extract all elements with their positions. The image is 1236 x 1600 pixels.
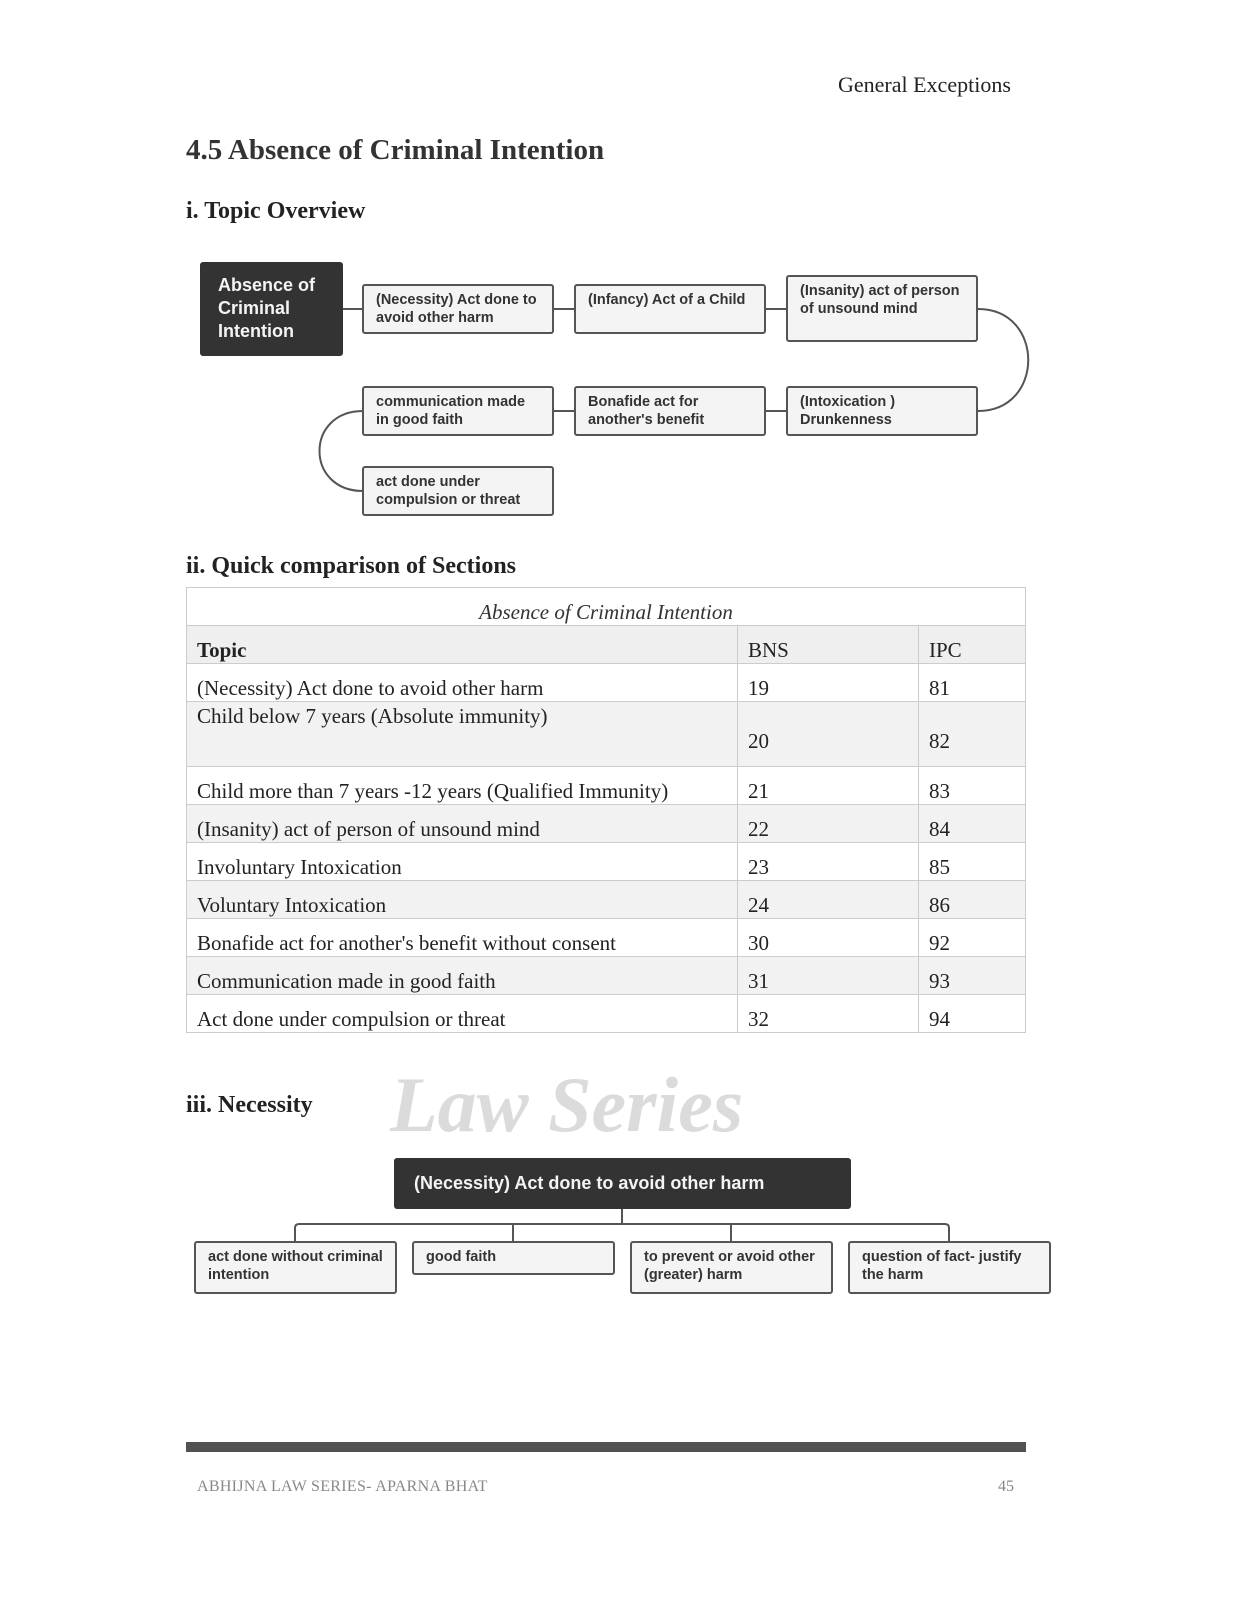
footer-divider xyxy=(186,1442,1026,1452)
table-row xyxy=(187,664,1026,702)
running-head: General Exceptions xyxy=(838,72,1011,97)
cell-ipc: 82 xyxy=(919,702,1026,767)
cell-bns: 30 xyxy=(738,919,919,957)
overview-node-insanity: (Insanity) act of person of unsound mind xyxy=(786,275,978,342)
cell-topic: Voluntary Intoxication xyxy=(187,881,738,919)
watermark: Law Series xyxy=(390,1061,744,1148)
table-row xyxy=(187,919,1026,957)
section-title: 4.5 Absence of Criminal Intention xyxy=(186,134,605,166)
table-row xyxy=(187,767,1026,805)
table-row xyxy=(187,843,1026,881)
table-row xyxy=(187,702,1026,767)
table-row xyxy=(187,881,1026,919)
cell-topic: Act done under compulsion or threat xyxy=(187,995,738,1033)
cell-ipc: 83 xyxy=(919,767,1026,805)
necessity-child-question-of-fact: question of fact- justify the harm xyxy=(848,1241,1051,1294)
overview-node-communication: communication made in good faith xyxy=(362,386,554,436)
cell-topic: Bonafide act for another's benefit without consent xyxy=(187,919,738,957)
cell-bns: 20 xyxy=(738,702,919,767)
necessity-child-no-criminal-intention: act done without criminal intention xyxy=(194,1241,397,1294)
cell-ipc: 92 xyxy=(919,919,1026,957)
overview-node-bonafide: Bonafide act for another's benefit xyxy=(574,386,766,436)
cell-bns: 24 xyxy=(738,881,919,919)
comparison-table xyxy=(186,587,1026,1033)
necessity-root-node: (Necessity) Act done to avoid other harm xyxy=(394,1158,851,1209)
necessity-child-prevent-harm: to prevent or avoid other (greater) harm xyxy=(630,1241,833,1294)
subsection-heading-comparison: ii. Quick comparison of Sections xyxy=(186,553,517,579)
header-ipc: IPC xyxy=(919,626,1026,664)
cell-topic: Communication made in good faith xyxy=(187,957,738,995)
cell-bns: 22 xyxy=(738,805,919,843)
cell-ipc: 85 xyxy=(919,843,1026,881)
overview-node-compulsion: act done under compulsion or threat xyxy=(362,466,554,516)
cell-ipc: 86 xyxy=(919,881,1026,919)
footer-author: ABHIJNA LAW SERIES- APARNA BHAT xyxy=(197,1478,488,1495)
cell-topic: Child more than 7 years -12 years (Qualified Immunity) xyxy=(187,767,738,805)
overview-node-intoxication: (Intoxication ) Drunkenness xyxy=(786,386,978,436)
cell-bns: 23 xyxy=(738,843,919,881)
cell-topic: (Necessity) Act done to avoid other harm xyxy=(187,664,738,702)
cell-topic: Involuntary Intoxication xyxy=(187,843,738,881)
cell-bns: 21 xyxy=(738,767,919,805)
cell-topic: (Insanity) act of person of unsound mind xyxy=(187,805,738,843)
cell-ipc: 94 xyxy=(919,995,1026,1033)
cell-ipc: 93 xyxy=(919,957,1026,995)
table-row xyxy=(187,805,1026,843)
cell-ipc: 84 xyxy=(919,805,1026,843)
overview-root-node: Absence of Criminal Intention xyxy=(200,262,343,356)
table-row xyxy=(187,957,1026,995)
header-bns: BNS xyxy=(738,626,919,664)
cell-bns: 19 xyxy=(738,664,919,702)
table-caption: Absence of Criminal Intention xyxy=(187,588,1026,626)
cell-topic: Child below 7 years (Absolute immunity) xyxy=(187,702,738,767)
cell-ipc: 81 xyxy=(919,664,1026,702)
overview-node-infancy: (Infancy) Act of a Child xyxy=(574,284,766,334)
necessity-child-good-faith: good faith xyxy=(412,1241,615,1275)
cell-bns: 31 xyxy=(738,957,919,995)
header-topic: Topic xyxy=(187,626,738,664)
overview-node-necessity: (Necessity) Act done to avoid other harm xyxy=(362,284,554,334)
table-row xyxy=(187,995,1026,1033)
subsection-heading-overview: i. Topic Overview xyxy=(186,198,366,224)
cell-bns: 32 xyxy=(738,995,919,1033)
page-number: 45 xyxy=(998,1478,1014,1495)
subsection-heading-necessity: iii. Necessity xyxy=(186,1092,313,1118)
